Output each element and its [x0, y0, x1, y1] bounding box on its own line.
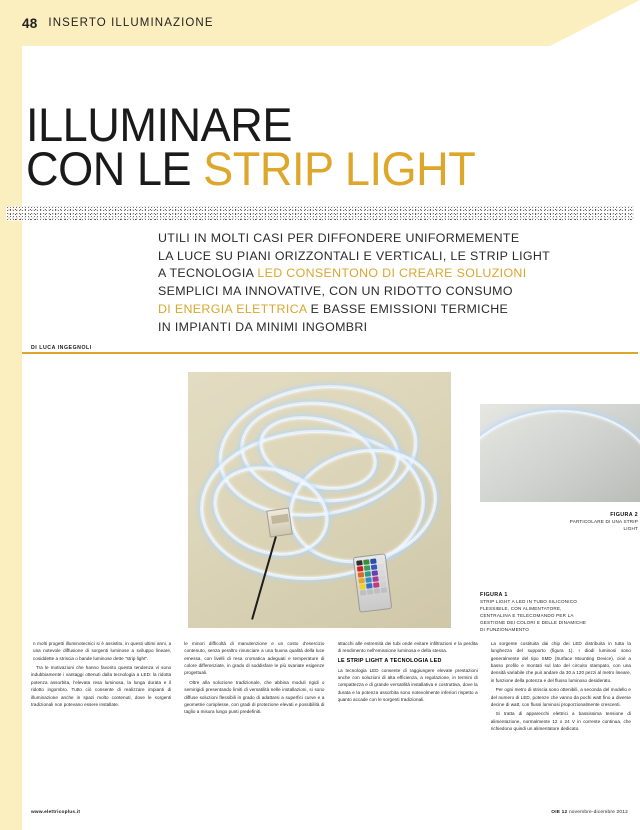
- rgb-remote-control: [353, 553, 393, 613]
- remote-button: [365, 577, 372, 583]
- body-paragraph: le minori difficoltà di manutenzione e un costo d'esercizio contenuto, senza peraltro rinunciare a una buona qualità della luce emessa, con livelli di resa cromatica adeguati e temperature di colore differenziate, in grado di soddisfare le più svariate esigenze progettuali.: [184, 641, 325, 676]
- remote-button: [357, 566, 364, 572]
- magazine-name: OIE 12: [551, 810, 568, 815]
- standfirst-line-3-accent: LED CONSENTONO DI CREARE SOLUZIONI: [257, 266, 527, 281]
- title-line-2: [26, 142, 583, 196]
- standfirst-line-5-accent: DI ENERGIA ELETTRICA: [158, 301, 307, 316]
- figure-1-caption: [480, 592, 588, 633]
- remote-button: [359, 584, 366, 590]
- footer-issue-info: [551, 810, 628, 815]
- body-paragraph: Per ogni metro di striscia sono ottenibili, a seconda del modello e del numero di LED, potenze che vanno da pochi watt fino a diverse decine di watt, con flussi luminosi proporzionalmente crescenti.: [490, 687, 631, 707]
- section-name: INSERTO ILLUMINAZIONE: [48, 17, 214, 29]
- remote-button: [365, 571, 372, 577]
- remote-button: [378, 569, 385, 575]
- body-paragraph: La tecnologia LED consente di raggiungere elevate prestazioni anche con soluzioni di alta efficienza, a regolazione, in termini di compattezza e di grande versatilità installativa e costruttiva, dove la durata e la potenza assorbita sono notevolmente inferiori rispetto a quanto accade con le sorgenti tradizionali.: [337, 667, 478, 703]
- gold-divider-rule: [22, 352, 638, 354]
- body-paragraph: attacchi alle estremità dei tubi onde evitare infiltrazioni e la perdita di rendimento nell'emissione luminosa e della stessa.: [337, 641, 478, 654]
- left-accent-strip: [0, 0, 22, 830]
- remote-button: [356, 560, 363, 566]
- remote-button: [364, 565, 371, 571]
- figure-1-image: [188, 372, 451, 628]
- figure-2-caption-body: PARTICOLARE DI UNA STRIP LIGHT: [569, 519, 638, 531]
- led-controller-box: [266, 508, 293, 538]
- standfirst-line-3: [158, 265, 628, 283]
- remote-button: [373, 582, 380, 588]
- issue-date: novembre-dicembre 2012: [567, 810, 628, 815]
- standfirst-line-3-plain: A TECNOLOGIA: [158, 266, 258, 281]
- remote-button: [366, 583, 373, 589]
- remote-button: [372, 570, 379, 576]
- remote-button: [358, 572, 365, 578]
- body-paragraph: Si tratta di apparecchi elettrici a bassissima tensione di alimentazione, normalmente 12 o 24 V in corrente continua, che richiedono quindi un alimentatore dedicato.: [490, 711, 631, 731]
- figure-2-caption-title: FIGURA 2: [610, 512, 638, 518]
- remote-button: [363, 559, 370, 565]
- standfirst-line-6: IN IMPIANTI DA MINIMI INGOMBRI: [158, 319, 368, 334]
- texture-divider: [6, 206, 634, 221]
- body-paragraph: La sorgente costituita dai chip dei LED distribuita in tutta la lunghezza del supporto (figura 1). I diodi luminosi sono generalmente del tipo SMD (Surface Mounting Device), cioè a basso profilo e montati sul lato del circuito stampato, con una densità variabile che può andare da 30 a 120 pezzi al metro lineare, in funzione della potenza e del flusso luminoso desiderato.: [490, 641, 631, 683]
- remote-button: [370, 558, 377, 564]
- page-number: 48: [22, 15, 38, 31]
- remote-button: [360, 590, 367, 596]
- standfirst-line-2: LA LUCE SU PIANI ORIZZONTALI E VERTICALI, LE STRIP LIGHT: [158, 248, 551, 263]
- title-line-2-plain: CON LE: [26, 142, 204, 196]
- figure-2-caption: [560, 512, 638, 533]
- footer-website-url[interactable]: www.elettricoplus.it: [31, 810, 81, 815]
- figure-1-caption-body: STRIP LIGHT A LED IN TUBO SILICONICO FLESSIBILE, CON ALIMENTATORE, CENTRALINA E TELECOMANDO PER LA GESTIONE DEI COLORI E DELLE DINAMICHE DI FUNZIONAMENTO: [480, 599, 587, 632]
- remote-button: [358, 578, 365, 584]
- remote-button: [367, 589, 374, 595]
- remote-button: [381, 587, 388, 593]
- figure-2-image: [480, 404, 640, 502]
- standfirst: [158, 230, 628, 336]
- remote-button: [371, 564, 378, 570]
- standfirst-line-1: UTILI IN MOLTI CASI PER DIFFONDERE UNIFORMEMENTE: [158, 231, 520, 245]
- title-line-1: ILLUMINARE: [26, 98, 292, 151]
- remote-button: [380, 581, 387, 587]
- remote-button: [377, 558, 384, 564]
- body-column-2: [184, 640, 324, 800]
- standfirst-line-4: SEMPLICI MA INNOVATIVE, CON UN RIDOTTO CONSUMO: [158, 284, 513, 299]
- byline-lead: DI: [31, 345, 40, 351]
- standfirst-line-5: [158, 301, 628, 319]
- byline-author: LUCA INGEGNOLI: [39, 345, 92, 351]
- body-column-3: [338, 640, 478, 800]
- byline: [31, 345, 92, 351]
- body-column-1: [31, 640, 171, 800]
- article-body: [31, 640, 631, 800]
- remote-button: [378, 563, 385, 569]
- remote-button: [374, 588, 381, 594]
- remote-button: [379, 575, 386, 581]
- standfirst-line-5-plain: E BASSE EMISSIONI TERMICHE: [306, 301, 509, 316]
- page-title: [26, 98, 606, 196]
- title-line-2-accent: STRIP LIGHT: [203, 142, 476, 196]
- remote-button: [372, 576, 379, 582]
- body-paragraph: Tra le motivazioni che hanno favorito questa tendenza vi sono indubbiamente i vantaggi ottenuti dalla tecnologia a LED: la ridotta potenza assorbita, l'elevata resa luminosa, la lunga durata e il ridotto ingombro. Tutto ciò consente di realizzare impianti di illuminazione anche in spazi molto contenuti, dove le sorgenti tradizionali non potevano essere installate.: [31, 665, 172, 707]
- section-heading: LE STRIP LIGHT A TECNOLOGIA LED: [337, 657, 442, 664]
- figure-1-caption-title: FIGURA 1: [480, 592, 508, 598]
- body-column-4: [491, 640, 631, 800]
- running-head: [22, 0, 214, 46]
- body-paragraph: n molti progetti illuminotecnici si è assistito, in questi ultimi anni, a una notevole diffusione di sorgenti luminose a sviluppo lineare, cosiddette a striscia o bande luminose dette "strip light".: [33, 641, 172, 661]
- body-paragraph: Oltre alla soluzione tradizionale, che abbina moduli rigidi o semirigidi presentando limiti di versatilità nelle installazioni, si sono diffuse soluzioni flessibili in grado di adattarsi a superfici curve e a geometrie complesse, con gradi di protezione elevati e possibilità di taglio a misura lungo punti predefiniti.: [184, 679, 325, 715]
